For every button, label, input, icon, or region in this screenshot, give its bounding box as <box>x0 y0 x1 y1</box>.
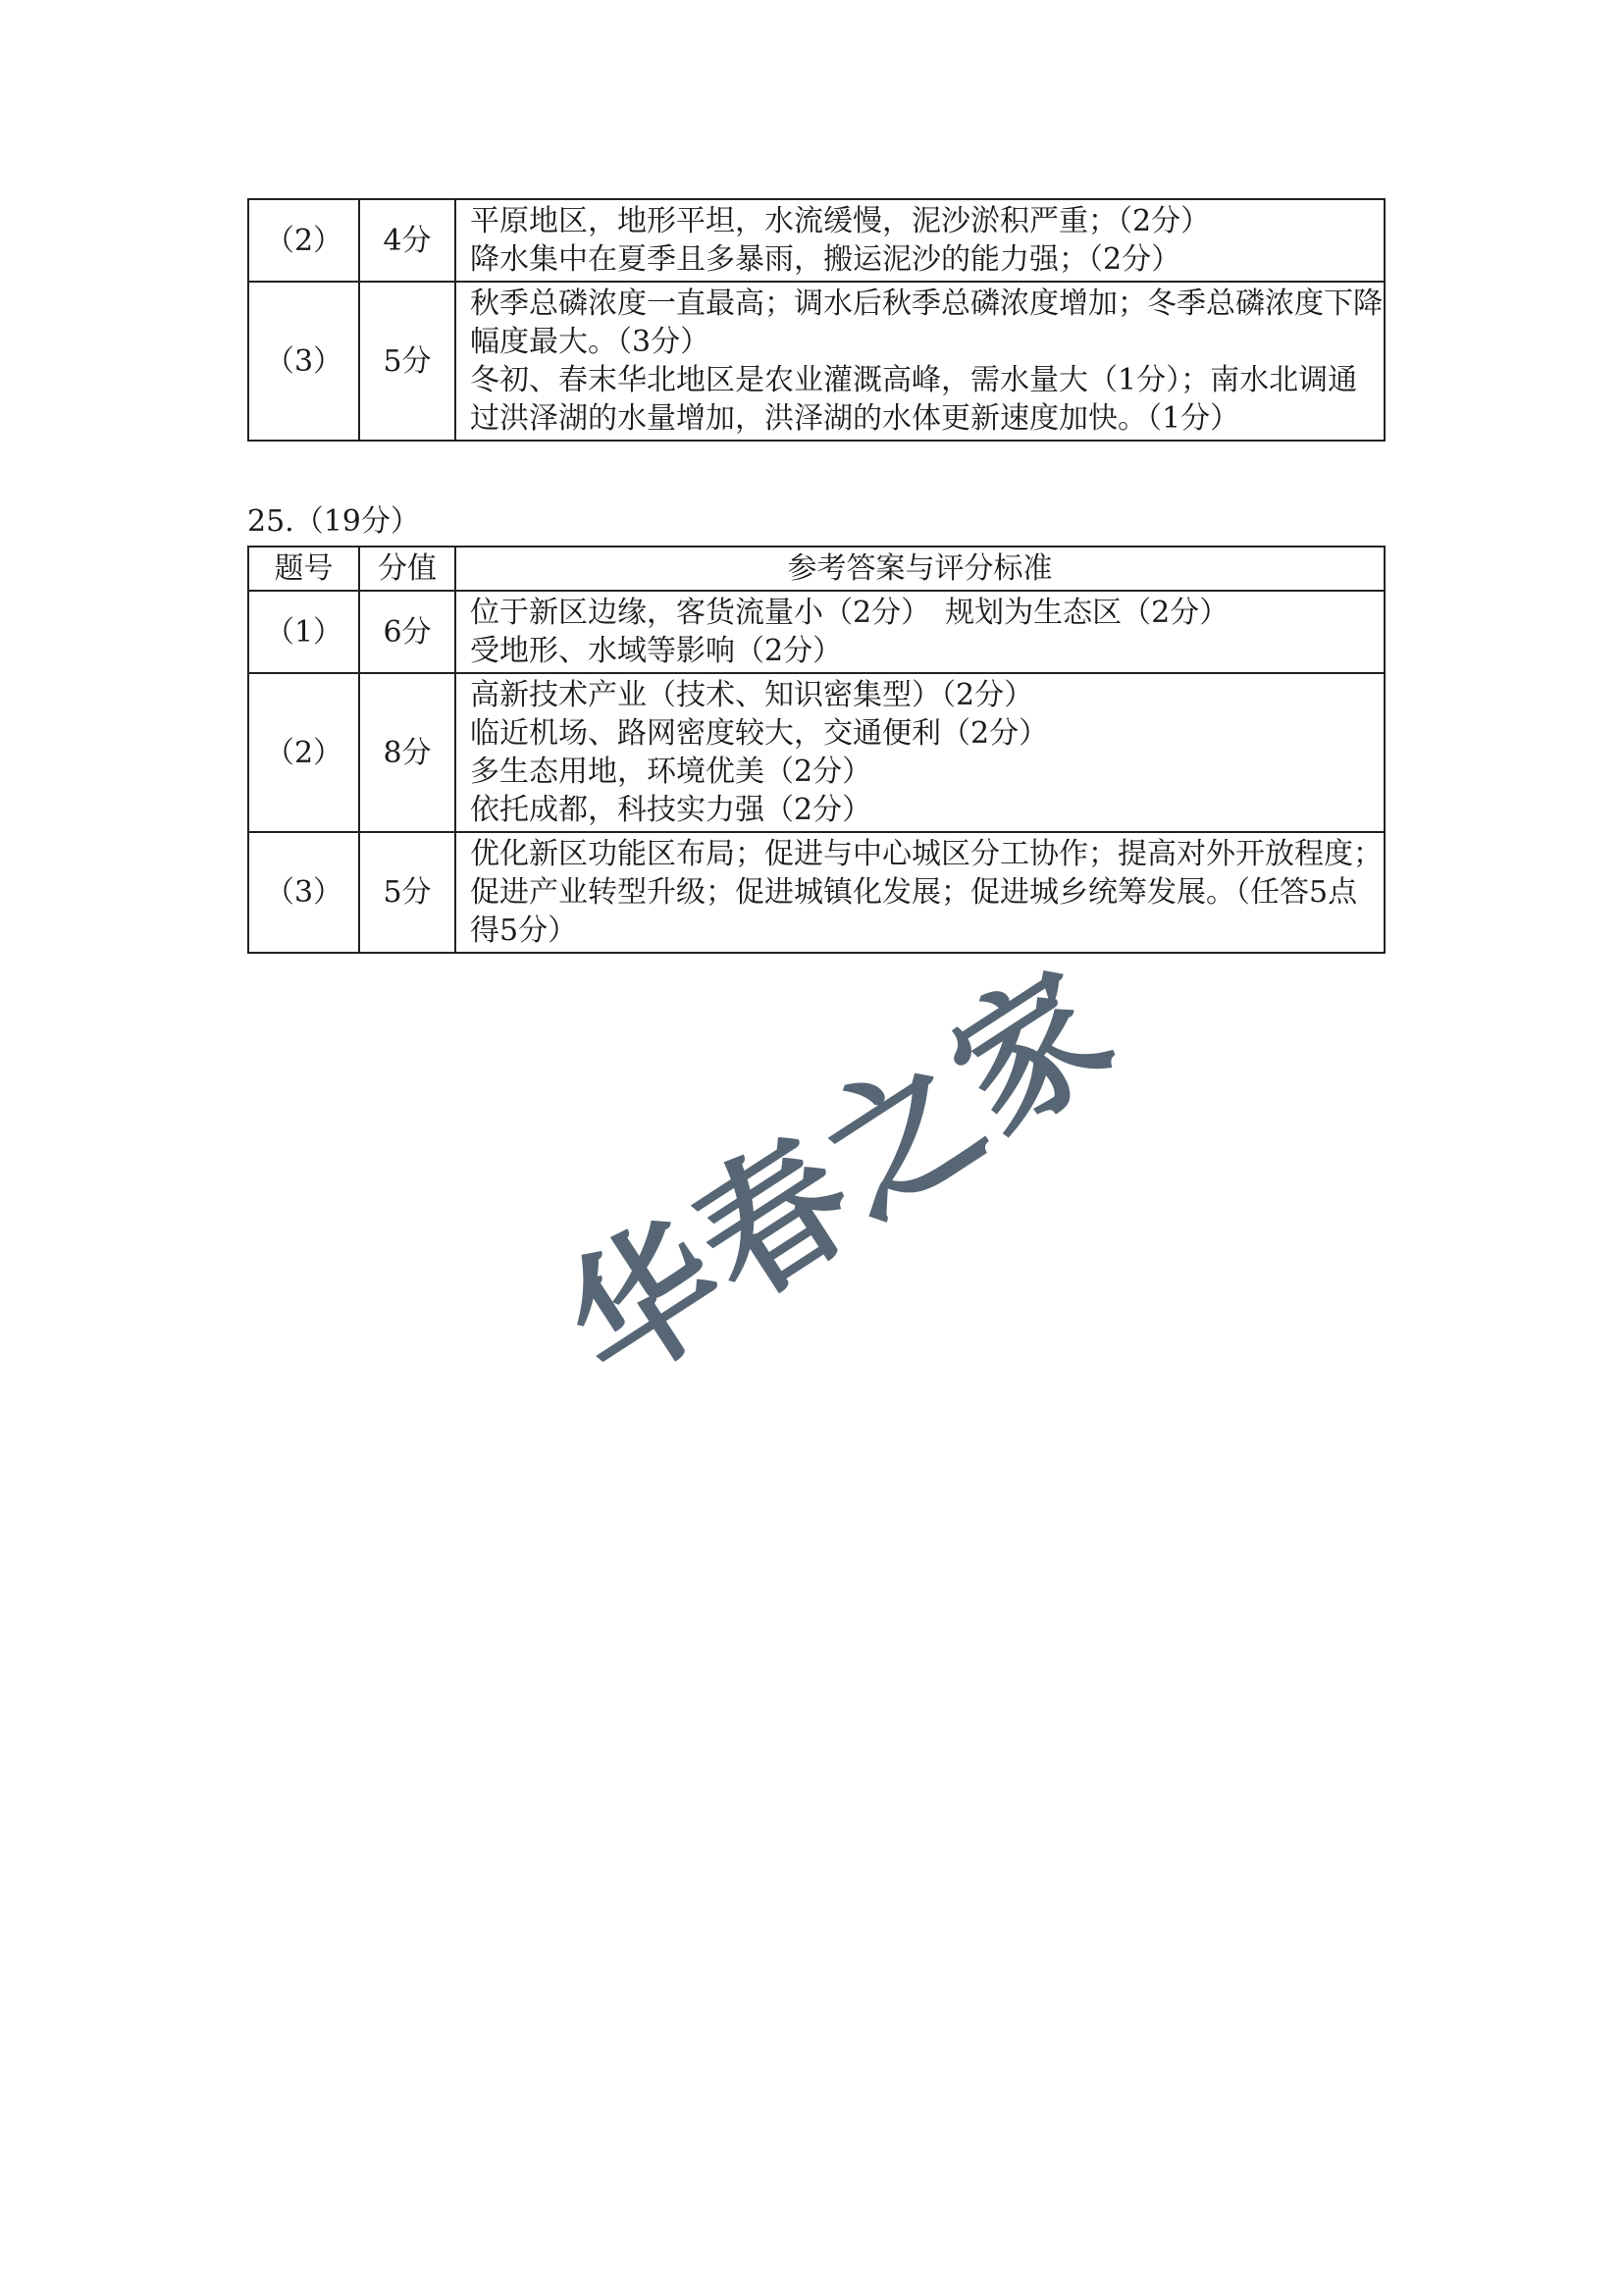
question-points: 5分 <box>359 282 455 441</box>
answer-line: 位于新区边缘，客货流量小（2分） 规划为生态区（2分） <box>470 596 1230 630</box>
question-number: （2） <box>248 673 359 832</box>
answer-text <box>455 199 1385 282</box>
answer-line: 秋季总磷浓度一直最高；调水后秋季总磷浓度增加；冬季总磷浓度下降 <box>470 287 1383 321</box>
answer-text <box>455 673 1385 832</box>
answer-line: 平原地区，地形平坦，水流缓慢，泥沙淤积严重；（2分） <box>470 204 1211 238</box>
table-row <box>248 673 1385 832</box>
question-points: 6分 <box>359 591 455 673</box>
question-points: 5分 <box>359 832 455 953</box>
answer-line: 得5分） <box>470 913 578 948</box>
question-heading: 25.（19分） <box>247 504 420 539</box>
answer-line: 降水集中在夏季且多暴雨，搬运泥沙的能力强；（2分） <box>470 242 1181 277</box>
question-points: 8分 <box>359 673 455 832</box>
answer-text <box>455 591 1385 673</box>
answer-line: 多生态用地，环境优美（2分） <box>470 755 872 789</box>
answer-table-25 <box>247 546 1386 954</box>
answer-line: 临近机场、路网密度较大，交通便利（2分） <box>470 716 1049 751</box>
header-answer: 参考答案与评分标准 <box>455 547 1385 591</box>
table-row <box>248 282 1385 441</box>
answer-line: 优化新区功能区布局；促进与中心城区分工协作；提高对外开放程度； <box>470 837 1383 871</box>
table-header-row <box>248 547 1385 591</box>
question-number: （3） <box>248 282 359 441</box>
question-points: 4分 <box>359 199 455 282</box>
header-question-number: 题号 <box>248 547 359 591</box>
watermark: 华春之家 <box>538 938 1145 1416</box>
answer-text <box>455 832 1385 953</box>
question-number: （1） <box>248 591 359 673</box>
answer-line: 高新技术产业（技术、知识密集型）（2分） <box>470 678 1034 712</box>
answer-line: 促进产业转型升级；促进城镇化发展；促进城乡统筹发展。（任答5点 <box>470 875 1358 910</box>
answer-table-24 <box>247 198 1386 442</box>
answer-line: 受地形、水域等影响（2分） <box>470 634 843 668</box>
answer-line: 幅度最大。（3分） <box>470 325 710 359</box>
table-row <box>248 591 1385 673</box>
answer-line: 过洪泽湖的水量增加，洪泽湖的水体更新速度加快。（1分） <box>470 401 1240 436</box>
table-row <box>248 832 1385 953</box>
answer-text <box>455 282 1385 441</box>
table-row <box>248 199 1385 282</box>
answer-line: 依托成都，科技实力强（2分） <box>470 793 872 827</box>
question-number: （3） <box>248 832 359 953</box>
header-points: 分值 <box>359 547 455 591</box>
answer-line: 冬初、春末华北地区是农业灌溉高峰，需水量大（1分）；南水北调通 <box>470 363 1358 397</box>
question-number: （2） <box>248 199 359 282</box>
